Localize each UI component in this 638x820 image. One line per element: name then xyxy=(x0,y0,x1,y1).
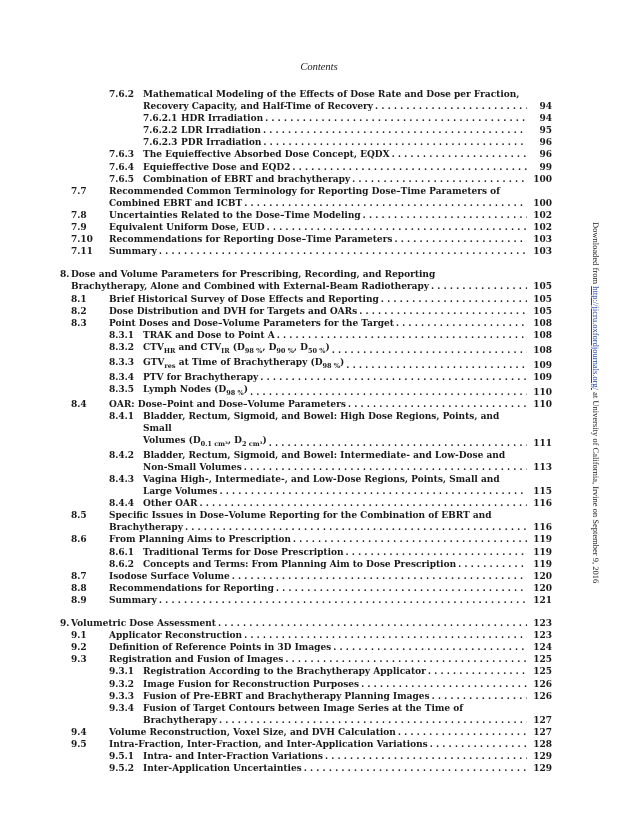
entry-title-line: Bladder, Rectum, Sigmoid, and Bowel: High Dose Regions, Points, and Small xyxy=(143,411,500,434)
page-number: 126 xyxy=(533,679,552,690)
toc-entry[interactable] xyxy=(60,547,552,559)
page-number: 105 xyxy=(533,294,552,305)
download-notice-prefix: Downloaded from xyxy=(591,222,601,287)
page-number: 100 xyxy=(533,198,552,209)
toc-entry[interactable] xyxy=(60,583,552,595)
page-number: 129 xyxy=(533,764,552,775)
entry-number: 7.8 xyxy=(71,210,87,221)
page-number: 94 xyxy=(539,102,552,113)
entry-title-line: Fusion of Target Contours between Image Series at the Time of xyxy=(143,703,464,714)
toc-entry[interactable] xyxy=(60,571,552,583)
entry-title-line: Specific Issues in Dose–Volume Reporting for the Combination of EBRT and xyxy=(109,511,492,522)
entry-title xyxy=(60,269,530,293)
entry-title-line: Recommended Common Terminology for Reporting Dose–Time Parameters of xyxy=(109,186,501,197)
entry-number: 8.4 xyxy=(71,399,87,410)
toc-entry[interactable] xyxy=(60,630,552,642)
entry-title xyxy=(60,618,530,630)
toc-entry[interactable] xyxy=(60,595,552,607)
leader-dots xyxy=(220,486,528,498)
page-number: 116 xyxy=(533,523,552,534)
leader-dots xyxy=(333,642,527,654)
leader-dots xyxy=(381,294,527,306)
entry-title-line: Registration and Fusion of Images xyxy=(109,655,284,666)
leader-dots xyxy=(293,534,527,546)
page-number: 124 xyxy=(533,643,552,654)
entry-title-line: PTV for Brachytherapy xyxy=(143,372,259,383)
toc-entry[interactable] xyxy=(60,330,552,342)
page-number: 120 xyxy=(533,571,552,582)
entry-title-line: HDR Irradiation xyxy=(181,114,264,125)
toc-entry[interactable] xyxy=(60,113,552,125)
page-number: 105 xyxy=(533,306,552,317)
toc-entry[interactable] xyxy=(60,654,552,666)
entry-title-line: $CTV_{HR}$ and $CTV_{IR}$ ($D_{98 \%}$, $D_{90 \%}$, $D_{50 \%}$) xyxy=(143,342,330,355)
entry-title-line: Summary xyxy=(109,247,157,258)
toc-entry[interactable] xyxy=(60,691,552,703)
page-number: 109 xyxy=(533,360,552,371)
entry-title xyxy=(60,186,530,210)
entry-title xyxy=(60,583,530,595)
entry-title-line: Point Doses and Dose–Volume Parameters for the Target xyxy=(109,318,394,329)
toc-entry[interactable] xyxy=(60,89,552,113)
entry-title-line: Isodose Surface Volume xyxy=(109,571,230,582)
leader-dots xyxy=(375,101,527,113)
page-number: 129 xyxy=(533,752,552,763)
entry-number: 7.7 xyxy=(71,186,87,197)
page-number: 103 xyxy=(533,235,552,246)
toc-entry[interactable] xyxy=(60,269,552,293)
toc-entry[interactable] xyxy=(60,642,552,654)
download-notice xyxy=(591,222,601,742)
leader-dots xyxy=(267,222,527,234)
entry-number: 8.3.2 xyxy=(109,342,135,353)
entry-title xyxy=(60,727,530,739)
entry-number: 9.1 xyxy=(71,631,87,642)
page-number: 108 xyxy=(533,330,552,341)
page-number: 96 xyxy=(539,150,552,161)
toc-entry[interactable] xyxy=(60,763,552,775)
leader-dots xyxy=(346,547,527,559)
entry-title-line: Intra- and Inter-Fraction Variations xyxy=(143,752,323,763)
toc-entry[interactable] xyxy=(60,162,552,174)
entry-title-line: Dose Distribution and DVH for Targets and OARs xyxy=(109,306,358,317)
leader-dots xyxy=(159,595,527,607)
entry-title xyxy=(60,595,530,607)
entry-number: 8.1 xyxy=(71,294,87,305)
entry-title xyxy=(60,534,530,546)
page-number: 102 xyxy=(533,223,552,234)
toc-entry[interactable] xyxy=(60,318,552,330)
page-number: 128 xyxy=(533,739,552,750)
entry-title-line: LDR Irradiation xyxy=(181,126,261,137)
page-number: 123 xyxy=(533,619,552,630)
toc-entry[interactable] xyxy=(60,306,552,318)
table-of-contents xyxy=(60,89,552,775)
entry-title-line: Registration According to the Brachytherapy Applicator xyxy=(143,667,426,678)
entry-title xyxy=(60,246,530,258)
leader-dots xyxy=(269,438,527,450)
toc-entry[interactable] xyxy=(60,510,552,534)
leader-dots xyxy=(276,583,527,595)
toc-entry[interactable] xyxy=(60,666,552,678)
entry-title xyxy=(60,294,530,306)
entry-title xyxy=(60,318,530,330)
toc-entry[interactable] xyxy=(60,679,552,691)
page-number: 110 xyxy=(533,387,552,398)
entry-title-line: Equivalent Uniform Dose, EUD xyxy=(109,223,265,234)
toc-entry[interactable] xyxy=(60,246,552,258)
entry-title-line: Dose and Volume Parameters for Prescribing, Recording, and Reporting xyxy=(71,270,436,281)
leader-dots xyxy=(458,559,527,571)
entry-number: 9.3 xyxy=(71,655,87,666)
entry-number: 9.5.2 xyxy=(109,764,135,775)
toc-entry[interactable] xyxy=(60,534,552,546)
entry-number: 8.4.3 xyxy=(109,475,135,485)
entry-title-line: Recommendations for Reporting xyxy=(109,583,274,594)
entry-number: 7.6.2.2 xyxy=(143,126,178,137)
journal-link[interactable]: http://jicru.oxfordjournals.org/ xyxy=(591,286,601,390)
entry-title-line: Volume Reconstruction, Voxel Size, and DVH Calculation xyxy=(109,727,396,738)
page-number: 109 xyxy=(533,372,552,383)
running-header: Contents xyxy=(300,62,338,73)
entry-number: 8.3.3 xyxy=(109,357,135,368)
page-number: 96 xyxy=(539,138,552,149)
page-number: 108 xyxy=(533,318,552,329)
entry-title-line: Recovery Capacity, and Half-Time of Recovery xyxy=(143,102,374,113)
entry-number: 7.6.3 xyxy=(109,150,135,161)
leader-dots xyxy=(431,281,527,293)
entry-title-line: Volumes ($D_{0.1 cm^3}$, $D_{2 cm^3}$) xyxy=(143,435,267,448)
entry-title xyxy=(60,125,530,137)
entry-title-line: The Equieffective Absorbed Dose Concept, EQDX xyxy=(143,150,390,161)
entry-title-line: Fusion of Pre-EBRT and Brachytherapy Planning Images xyxy=(143,691,430,702)
entry-title-line: Uncertainties Related to the Dose–Time Modeling xyxy=(109,210,361,221)
entry-title xyxy=(60,234,530,246)
entry-number: 8.6.1 xyxy=(109,547,135,558)
entry-number: 8.3.1 xyxy=(109,330,135,341)
toc-entry[interactable] xyxy=(60,372,552,384)
entry-number: 9.5.1 xyxy=(109,752,135,763)
leader-dots xyxy=(398,727,527,739)
toc-entry[interactable] xyxy=(60,149,552,161)
entry-number: 7.9 xyxy=(71,223,87,234)
leader-dots xyxy=(361,679,527,691)
entry-title-line: Brachytherapy xyxy=(143,715,217,726)
entry-number: 7.6.4 xyxy=(109,162,135,173)
leader-dots xyxy=(263,137,527,149)
entry-title xyxy=(60,642,530,654)
entry-title xyxy=(60,654,530,666)
toc-entry[interactable] xyxy=(60,751,552,763)
page-number: 111 xyxy=(533,438,552,449)
page-number: 94 xyxy=(539,114,552,125)
entry-title-line: Image Fusion for Reconstruction Purposes xyxy=(143,679,360,690)
toc-entry[interactable] xyxy=(60,498,552,510)
entry-number: 7.6.2.3 xyxy=(143,138,178,149)
leader-dots xyxy=(430,739,527,751)
toc-entry[interactable] xyxy=(60,186,552,210)
entry-title-line: Concepts and Terms: From Planning Aim to Dose Prescription xyxy=(143,559,457,570)
page-number: 115 xyxy=(533,487,552,498)
page-number: 113 xyxy=(533,462,552,473)
leader-dots xyxy=(285,654,527,666)
leader-dots xyxy=(292,162,527,174)
entry-number: 8.4.2 xyxy=(109,450,135,461)
entry-number: 8.3 xyxy=(71,318,87,329)
leader-dots xyxy=(219,715,527,727)
entry-title-line: Non-Small Volumes xyxy=(143,462,242,473)
entry-title-line: TRAK and Dose to Point A xyxy=(143,330,275,341)
leader-dots xyxy=(304,763,527,775)
leader-dots xyxy=(218,618,527,630)
entry-number: 8.3.5 xyxy=(109,384,135,395)
toc-entry[interactable] xyxy=(60,727,552,739)
page-number: 126 xyxy=(533,691,552,702)
download-notice-suffix: at University of California, Irvine on September 9, 2016 xyxy=(591,389,601,584)
leader-dots xyxy=(432,691,527,703)
page-number: 100 xyxy=(533,174,552,185)
entry-number: 8. xyxy=(60,270,70,281)
toc-entry[interactable] xyxy=(60,384,552,399)
entry-title xyxy=(60,222,530,234)
entry-number: 7.6.2.1 xyxy=(143,114,178,125)
page-number: 105 xyxy=(533,282,552,293)
page-number: 99 xyxy=(539,162,552,173)
toc-entry[interactable] xyxy=(60,399,552,411)
toc-entry[interactable] xyxy=(60,210,552,222)
entry-number: 8.4.4 xyxy=(109,499,135,510)
entry-title xyxy=(60,630,530,642)
leader-dots xyxy=(244,462,527,474)
entry-number: 9.3.2 xyxy=(109,679,135,690)
entry-title-line: Other OAR xyxy=(143,499,198,510)
leader-dots xyxy=(277,330,527,342)
leader-dots xyxy=(359,306,527,318)
page-number: 119 xyxy=(533,547,552,558)
toc-entry[interactable] xyxy=(60,137,552,149)
toc-entry[interactable] xyxy=(60,125,552,137)
leader-dots xyxy=(185,522,527,534)
entry-title xyxy=(60,739,530,751)
entry-title xyxy=(60,510,530,534)
page-number: 108 xyxy=(533,345,552,356)
toc-entry[interactable] xyxy=(60,294,552,306)
leader-dots xyxy=(244,630,527,642)
toc-entry[interactable] xyxy=(60,739,552,751)
leader-dots xyxy=(325,751,527,763)
page-number: 95 xyxy=(539,126,552,137)
entry-number: 8.8 xyxy=(71,583,87,594)
entry-number: 9.2 xyxy=(71,643,87,654)
entry-number: 9.4 xyxy=(71,727,87,738)
leader-dots xyxy=(244,198,527,210)
entry-number: 9. xyxy=(60,619,70,630)
page-number: 119 xyxy=(533,559,552,570)
leader-dots xyxy=(348,399,527,411)
leader-dots xyxy=(346,360,527,372)
toc-entry[interactable] xyxy=(60,559,552,571)
toc-entry[interactable] xyxy=(60,474,552,498)
entry-title-line: Recommendations for Reporting Dose–Time Parameters xyxy=(109,235,393,246)
leader-dots xyxy=(260,372,527,384)
leader-dots xyxy=(363,210,527,222)
entry-title-line: Applicator Reconstruction xyxy=(109,631,243,642)
entry-title-line: $GTV_{res}$ at Time of Brachytherapy $(D_{98 \%})$ xyxy=(143,357,345,370)
leader-dots xyxy=(428,666,527,678)
entry-title-line: Inter-Application Uncertainties xyxy=(143,764,302,775)
entry-number: 8.9 xyxy=(71,595,87,606)
leader-dots xyxy=(232,571,527,583)
entry-number: 8.5 xyxy=(71,511,87,522)
entry-title-line: Brief Historical Survey of Dose Effects and Reporting xyxy=(109,294,379,305)
entry-title-line: Definition of Reference Points in 3D Images xyxy=(109,643,332,654)
leader-dots xyxy=(396,318,527,330)
entry-title-line: Combined EBRT and ICBT xyxy=(109,198,243,209)
entry-title-line: Mathematical Modeling of the Effects of Dose Rate and Dose per Fraction, xyxy=(143,90,520,100)
entry-title-line: Traditional Terms for Dose Prescription xyxy=(143,547,344,558)
entry-title-line: Volumetric Dose Assessment xyxy=(71,619,216,630)
entry-number: 9.5 xyxy=(71,739,87,750)
toc-entry[interactable] xyxy=(60,222,552,234)
page-number: 102 xyxy=(533,210,552,221)
page-number: 127 xyxy=(533,715,552,726)
toc-entry[interactable] xyxy=(60,342,552,357)
entry-number: 9.3.3 xyxy=(109,691,135,702)
entry-title-line: Equieffective Dose and EQD2 xyxy=(143,162,291,173)
entry-title xyxy=(60,399,530,411)
leader-dots xyxy=(332,345,527,357)
entry-title-line: Vagina High-, Intermediate-, and Low-Dose Regions, Points, Small and xyxy=(143,475,500,485)
entry-title xyxy=(60,113,530,125)
leader-dots xyxy=(265,113,527,125)
entry-title xyxy=(60,571,530,583)
entry-number: 7.10 xyxy=(71,235,93,246)
entry-title-line: PDR Irradiation xyxy=(181,138,262,149)
entry-title-line: From Planning Aims to Prescription xyxy=(109,535,291,546)
entry-number: 8.7 xyxy=(71,571,87,582)
toc-entry[interactable] xyxy=(60,174,552,186)
leader-dots xyxy=(250,387,527,399)
entry-number: 9.3.4 xyxy=(109,703,135,714)
toc-entry[interactable] xyxy=(60,450,552,474)
entry-title-line: OAR: Dose–Point and Dose–Volume Parameters xyxy=(109,399,346,410)
toc-entry[interactable] xyxy=(60,618,552,630)
page-number: 103 xyxy=(533,247,552,258)
page-number: 110 xyxy=(533,399,552,410)
entry-title xyxy=(60,137,530,149)
leader-dots xyxy=(352,174,527,186)
entry-number: 8.2 xyxy=(71,306,87,317)
entry-title-line: Brachytherapy, Alone and Combined with External-Beam Radiotherapy xyxy=(71,282,430,293)
toc-entry[interactable] xyxy=(60,357,552,372)
entry-number: 8.4.1 xyxy=(109,411,135,422)
entry-number: 9.3.1 xyxy=(109,667,135,678)
entry-title-line: Brachytherapy xyxy=(109,523,183,534)
toc-entry[interactable] xyxy=(60,411,552,450)
entry-title-line: Bladder, Rectum, Sigmoid, and Bowel: Intermediate- and Low-Dose and xyxy=(143,450,506,461)
entry-number: 8.6.2 xyxy=(109,559,135,570)
entry-title-line: Lymph Nodes $(D_{98 \%})$ xyxy=(143,384,249,397)
entry-number: 7.11 xyxy=(71,247,93,258)
page-number: 125 xyxy=(533,655,552,666)
entry-number: 7.6.5 xyxy=(109,174,135,185)
toc-entry[interactable] xyxy=(60,234,552,246)
page-number: 121 xyxy=(533,595,552,606)
entry-title xyxy=(60,210,530,222)
page-number: 127 xyxy=(533,727,552,738)
entry-title xyxy=(60,306,530,318)
page-number: 119 xyxy=(533,535,552,546)
toc-entry[interactable] xyxy=(60,703,552,727)
leader-dots xyxy=(392,149,527,161)
leader-dots xyxy=(394,234,527,246)
leader-dots xyxy=(263,125,527,137)
page-number: 123 xyxy=(533,631,552,642)
page-number: 120 xyxy=(533,583,552,594)
entry-number: 7.6.2 xyxy=(109,90,135,100)
entry-title-line: Intra-Fraction, Inter-Fraction, and Inter-Application Variations xyxy=(109,739,428,750)
entry-title-line: Combination of EBRT and brachytherapy xyxy=(143,174,351,185)
page-number: 116 xyxy=(533,499,552,510)
leader-dots xyxy=(159,246,527,258)
entry-number: 8.6 xyxy=(71,535,87,546)
leader-dots xyxy=(199,498,527,510)
entry-number: 8.3.4 xyxy=(109,372,135,383)
page-number: 125 xyxy=(533,667,552,678)
entry-title-line: Large Volumes xyxy=(143,487,218,498)
entry-title-line: Summary xyxy=(109,595,157,606)
